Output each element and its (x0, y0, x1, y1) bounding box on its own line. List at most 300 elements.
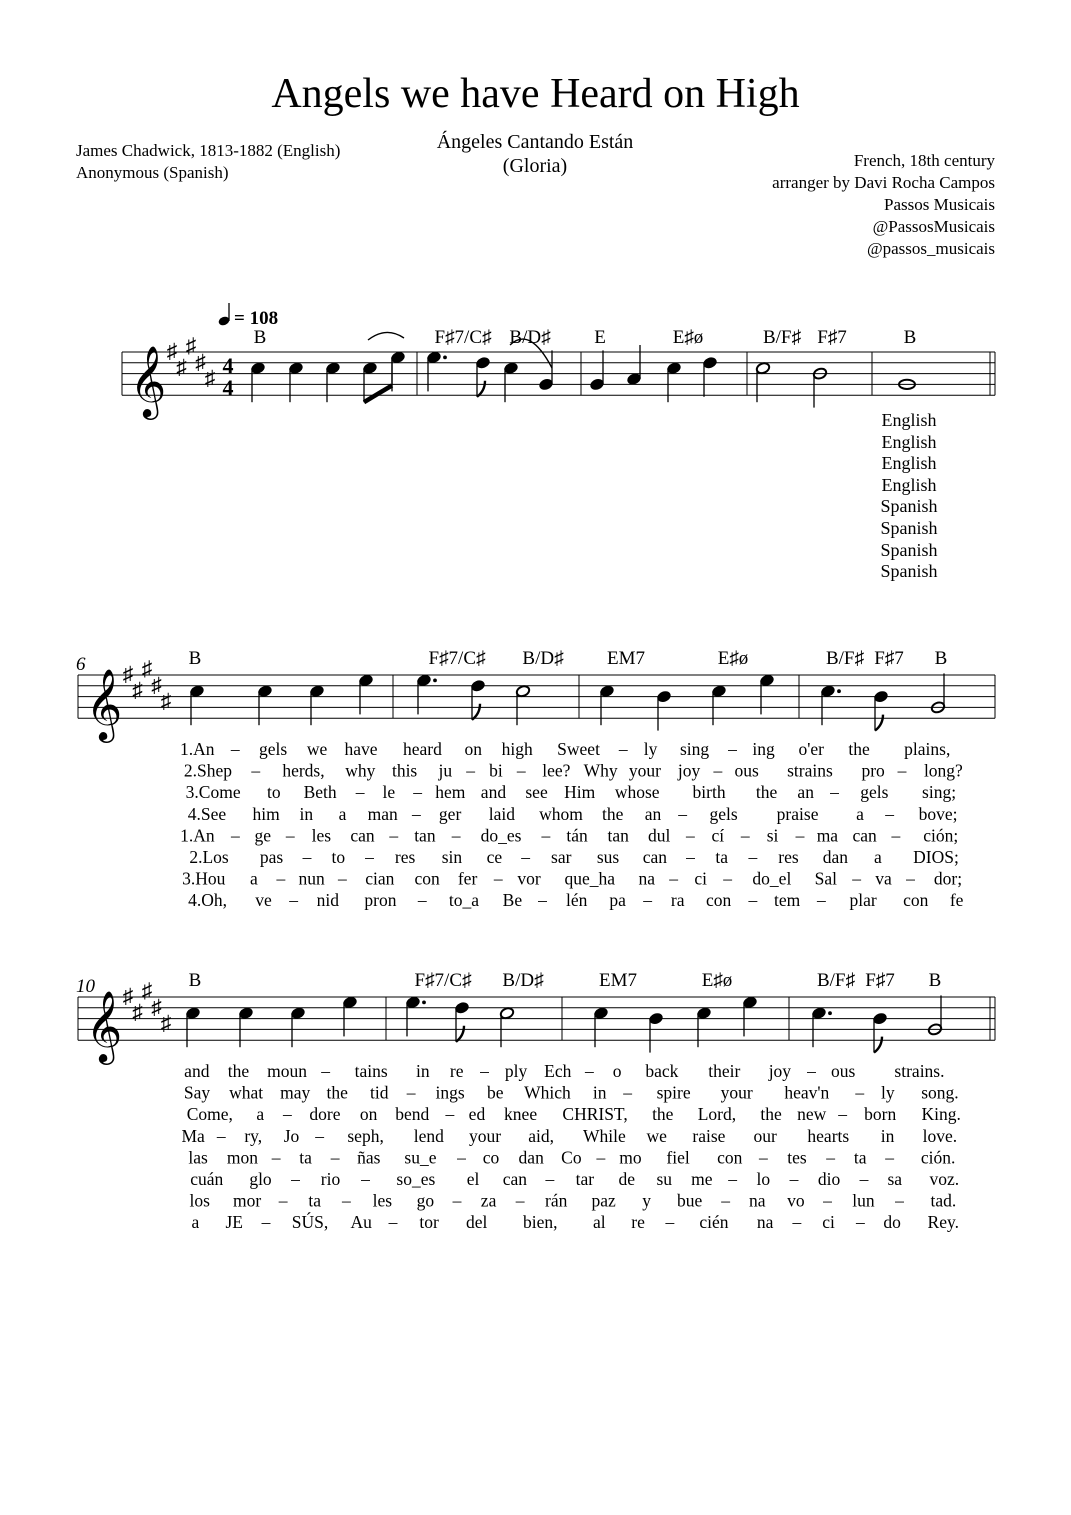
lyric-syllable: fiel (666, 1147, 690, 1168)
lyric-hyphen: – (480, 1061, 489, 1081)
lyric-hyphen: – (826, 1147, 835, 1168)
dot (828, 1011, 832, 1015)
lyric-syllable: cuán (190, 1169, 224, 1189)
lyric-syllable: pron (364, 890, 397, 911)
lyric-syllable: sa (887, 1169, 903, 1189)
lyric-hyphen: – (891, 825, 901, 846)
eighth-flag (874, 1037, 882, 1053)
lyric-hyphen: – (643, 890, 653, 911)
language-label: Spanish (880, 561, 938, 582)
lyric-hyphen: – (321, 1061, 330, 1081)
lyric-hyphen: – (748, 847, 758, 867)
lyric-hyphen: – (748, 890, 758, 911)
lyric-syllable: hem (435, 782, 466, 803)
lyric-syllable: ing (752, 739, 775, 759)
lyric-syllable: les (311, 825, 332, 846)
lyric-syllable: re (449, 1061, 464, 1081)
lyric-syllable: Come, (186, 1104, 233, 1125)
language-label: English (881, 431, 937, 452)
lyric-hyphen: – (457, 1147, 466, 1168)
lyric-syllable: con (705, 890, 732, 911)
chord-symbol: B (188, 970, 202, 991)
lyric-hyphen: – (417, 890, 427, 911)
lyric-hyphen: – (282, 1104, 292, 1125)
time-signature-top: 4 (222, 353, 234, 378)
lyric-syllable: can (502, 1169, 528, 1189)
lyric-syllable: gels (258, 739, 288, 759)
composer: French, 18th century (853, 151, 995, 170)
chord-symbol: F♯7 (817, 327, 847, 348)
lyric-hyphen: – (852, 868, 861, 889)
chord-symbol: EM7 (599, 970, 637, 991)
lyric-hyphen: – (338, 868, 347, 889)
lyric-syllable: bend (395, 1104, 430, 1125)
lyric-syllable: ings (435, 1082, 465, 1103)
lyric-syllable: ply (504, 1061, 528, 1081)
lyric-syllable: ju (438, 760, 453, 781)
lyric-syllable: seph, (347, 1125, 384, 1146)
tempo-marking: = 108 (234, 308, 279, 329)
lyric-syllable: the (602, 803, 624, 824)
lyric-syllable: bue (677, 1190, 703, 1211)
lyric-syllable: Him (564, 782, 596, 803)
lyric-syllable: lend (413, 1125, 444, 1146)
lyric-hyphen: – (361, 1169, 370, 1189)
lyric-syllable: Sweet (557, 739, 600, 759)
lyric-syllable: can (852, 825, 877, 846)
lyric-syllable: may (280, 1082, 311, 1103)
lyric-syllable: the (652, 1104, 674, 1125)
lyric-syllable: tem (773, 890, 801, 911)
lyric-syllable: do_el (752, 868, 792, 889)
subtitle-line-1: Ángeles Cantando Están (436, 131, 634, 153)
lyric-syllable: dore (309, 1104, 341, 1125)
lyric-syllable: con (903, 890, 929, 911)
lyric-syllable: ta (853, 1147, 867, 1168)
lyric-hyphen: – (713, 760, 723, 781)
language-label: Spanish (880, 539, 938, 560)
lyric-syllable: cién (699, 1212, 729, 1233)
lyric-syllable: Ma (181, 1125, 205, 1146)
lyric-hyphen: – (859, 1169, 869, 1189)
lyric-syllable: on (359, 1104, 378, 1125)
lyric-syllable: a (856, 803, 864, 824)
lyric-syllable: nid (316, 890, 340, 911)
lyric-syllable: paz (591, 1190, 616, 1211)
lyric-hyphen: – (285, 825, 295, 846)
lyric-hyphen: – (302, 847, 312, 867)
lyric-syllable: cian (365, 868, 395, 889)
lyric-syllable: do (883, 1212, 901, 1233)
lyric-hyphen: – (686, 847, 695, 867)
lyric-syllable: co (482, 1147, 500, 1168)
lyric-syllable: a (873, 847, 882, 867)
lyric-syllable: ci (822, 1212, 835, 1233)
lyric-syllable: gels (860, 782, 889, 803)
lyric-syllable: Rey. (927, 1212, 959, 1233)
lyric-syllable: aid, (528, 1125, 555, 1146)
lyric-syllable: moun (267, 1061, 307, 1081)
lyric-syllable: pa (609, 890, 626, 911)
lyric-hyphen: – (315, 1125, 324, 1146)
lyric-syllable: Co (561, 1147, 582, 1168)
lyric-syllable: mor (233, 1190, 262, 1211)
lyric-hyphen: – (271, 1147, 281, 1168)
lyric-syllable: tains (354, 1061, 388, 1081)
lyric-syllable: bien, (522, 1212, 558, 1233)
sharp-icon: ♯ (132, 1000, 143, 1025)
lyric-syllable: Beth (303, 782, 337, 803)
lyric-syllable: o'er (798, 739, 825, 759)
lyric-syllable: joy (677, 760, 701, 781)
eighth-flag (472, 704, 480, 720)
lyric-syllable: su (656, 1169, 673, 1189)
lyric-syllable: joy (768, 1061, 792, 1081)
chord-symbol: F♯7 (865, 970, 895, 991)
lyric-syllable: laid (488, 803, 515, 824)
lyric-syllable: why (345, 760, 376, 781)
lyric-syllable: birth (692, 782, 726, 803)
lyric-syllable: de (618, 1169, 635, 1189)
lyric-syllable: strains. (894, 1061, 945, 1081)
lyric-syllable: si (766, 825, 779, 846)
lyric-syllable: the (326, 1082, 348, 1103)
chord-symbol: B/D♯ (522, 648, 564, 669)
lyric-syllable: tor (419, 1212, 439, 1233)
chord-symbol: B (928, 970, 942, 991)
lyric-syllable: sar (551, 847, 572, 867)
lyric-syllable: con (717, 1147, 743, 1168)
lyric-syllable: tan (607, 825, 629, 846)
lyric-syllable: so_es (396, 1169, 436, 1189)
lyric-syllable: dan (822, 847, 848, 867)
lyric-syllable: to (331, 847, 346, 867)
lyric-syllable: your (628, 760, 661, 781)
lyric-hyphen: – (665, 1212, 675, 1233)
sharp-icon: ♯ (151, 994, 162, 1019)
lyric-syllable: vo (787, 1190, 805, 1211)
lyric-syllable: in (415, 1061, 430, 1081)
lyric-syllable: strains (787, 760, 833, 781)
chord-symbol: F♯7/C♯ (434, 327, 492, 348)
lyric-hyphen: – (855, 1212, 865, 1233)
lyric-syllable: me (691, 1169, 713, 1189)
language-label: English (881, 453, 937, 474)
chord-symbol: B/F♯ (762, 327, 802, 348)
lyric-syllable: 3.Come (185, 782, 241, 803)
chord-symbol: EM7 (607, 648, 645, 669)
lyric-syllable: na (748, 1190, 766, 1211)
lyric-syllable: him (252, 803, 280, 824)
sharp-icon: ♯ (195, 349, 206, 374)
lyric-hyphen: – (816, 890, 826, 911)
lyric-syllable: ra (670, 890, 685, 911)
lyric-syllable: dor; (933, 868, 963, 889)
lyric-hyphen: – (789, 1169, 799, 1189)
lyric-hyphen: – (216, 1125, 226, 1146)
measure-number: 10 (76, 976, 95, 997)
lyric-syllable: voz. (929, 1169, 960, 1189)
lyric-syllable: whose (614, 782, 660, 803)
chord-symbol: E (594, 327, 606, 348)
lyric-syllable: ge (254, 825, 272, 846)
language-label: English (881, 410, 937, 430)
lyric-hyphen: – (355, 782, 365, 803)
lyric-syllable: Say (183, 1082, 211, 1103)
lyric-hyphen: – (538, 890, 547, 911)
lyric-syllable: ly (880, 1082, 895, 1103)
chord-symbol: B (903, 327, 917, 348)
lyric-syllable: su_e (404, 1147, 437, 1168)
lyric-syllable: our (753, 1125, 777, 1146)
lyric-syllable: Ech (544, 1061, 572, 1081)
lyric-syllable: whom (539, 803, 583, 824)
lyric-hyphen: – (365, 847, 374, 867)
lyric-syllable: SÚS, (291, 1212, 329, 1233)
lyric-syllable: gels (709, 803, 738, 824)
lyric-syllable: za (480, 1190, 497, 1211)
chord-symbol: E♯ø (672, 327, 704, 348)
lyric-syllable: new (797, 1104, 827, 1125)
lyric-syllable: CHRIST, (562, 1104, 628, 1125)
chord-symbol: B (934, 648, 948, 669)
lyric-hyphen: – (897, 760, 907, 781)
language-label: English (881, 474, 937, 495)
lyric-syllable: to (267, 782, 281, 803)
chord-symbol: B/F♯ (825, 648, 865, 669)
chord-symbol: F♯7/C♯ (428, 648, 486, 669)
lyric-hyphen: – (721, 1190, 731, 1211)
lyric-syllable: knee (504, 1104, 538, 1125)
lyric-syllable: tad. (930, 1190, 957, 1211)
lyric-syllable: ger (438, 803, 462, 824)
lyric-hyphen: – (585, 1061, 594, 1081)
dot (837, 689, 841, 693)
subtitle-line-2: (Gloria) (502, 155, 568, 177)
eighth-flag (456, 1026, 464, 1042)
lyric-syllable: raise (692, 1125, 726, 1146)
lyric-hyphen: – (278, 1190, 288, 1211)
lyric-syllable: a (250, 868, 258, 889)
lyric-syllable: in (880, 1125, 895, 1146)
lyric-syllable: heav'n (784, 1082, 830, 1103)
lyric-syllable: do_es (480, 825, 522, 846)
lyric-syllable: the (755, 782, 778, 803)
chord-symbol: F♯7/C♯ (414, 970, 472, 991)
lyric-syllable: what (229, 1082, 264, 1103)
chord-symbol: B/F♯ (816, 970, 856, 991)
lyric-hyphen: – (493, 868, 503, 889)
social-handle-2: @passos_musicais (866, 239, 995, 258)
lyric-syllable: in (299, 803, 314, 824)
lyric-hyphen: – (291, 1169, 300, 1189)
lyric-syllable: While (582, 1125, 626, 1146)
lyric-syllable: an (644, 803, 662, 824)
lyric-syllable: tán (566, 825, 588, 846)
eighth-flag (477, 381, 485, 397)
lyric-syllable: ción; (923, 825, 959, 846)
lyric-syllable: a (256, 1104, 265, 1125)
lyric-hyphen: – (728, 1169, 737, 1189)
lyric-syllable: plains, (904, 739, 951, 759)
lyric-hyphen: – (855, 1082, 865, 1103)
sharp-icon: ♯ (160, 1011, 172, 1035)
lyric-syllable: 4.See (187, 803, 227, 824)
lyric-hyphen: – (251, 760, 261, 781)
lyric-hyphen: – (412, 803, 421, 824)
sharp-icon: ♯ (185, 333, 197, 358)
lyric-syllable: bove; (918, 803, 958, 824)
lyric-syllable: ma (816, 825, 839, 846)
lyric-hyphen: – (669, 868, 679, 889)
lyricist-spanish: Anonymous (Spanish) (76, 163, 229, 182)
chord-symbol: B (253, 327, 267, 348)
lyric-hyphen: – (413, 782, 422, 803)
lyric-syllable: rio (320, 1169, 341, 1189)
sharp-icon: ♯ (141, 978, 153, 1003)
chord-symbol: B/D♯ (509, 327, 551, 348)
lyric-syllable: ci (694, 868, 707, 889)
lyric-syllable: their (708, 1061, 741, 1081)
lyric-syllable: the (760, 1104, 782, 1125)
treble-clef-icon: 𝄞 (85, 993, 123, 1061)
lyric-syllable: herds, (282, 760, 325, 781)
lyricist-english: James Chadwick, 1813-1882 (English) (76, 141, 341, 160)
sharp-icon: ♯ (160, 689, 172, 713)
lyric-hyphen: – (678, 803, 687, 824)
lyric-syllable: fer (457, 868, 478, 889)
lyric-syllable: el (466, 1169, 480, 1189)
lyric-syllable: sing; (922, 782, 957, 803)
lyric-syllable: a (191, 1212, 200, 1233)
lyric-syllable: plar (849, 890, 877, 911)
lyric-syllable: ly (643, 739, 658, 759)
lyric-syllable: fe (949, 890, 964, 911)
eighth-flag (875, 715, 883, 731)
lyric-syllable: lo (756, 1169, 771, 1189)
chord-symbol: B/D♯ (502, 970, 544, 991)
lyric-hyphen: – (515, 1190, 525, 1211)
lyric-hyphen: – (545, 1169, 555, 1189)
arranger: arranger by Davi Rocha Campos (772, 173, 995, 192)
lyric-syllable: los (189, 1190, 210, 1211)
lyric-syllable: tan (414, 825, 436, 846)
lyric-hyphen: – (807, 1061, 816, 1081)
dot (443, 356, 447, 360)
lyric-syllable: born (864, 1104, 897, 1125)
lyric-syllable: lee? (542, 760, 571, 781)
lyric-syllable: pas (259, 847, 284, 867)
lyric-hyphen: – (406, 1082, 416, 1103)
lyric-syllable: Which (524, 1082, 571, 1103)
lyric-syllable: 2.Shep (183, 760, 232, 781)
lyric-hyphen: – (466, 760, 476, 781)
dot (422, 1001, 426, 1005)
lyric-syllable: Why (583, 760, 618, 781)
lyric-hyphen: – (276, 868, 286, 889)
lyric-hyphen: – (521, 847, 531, 867)
lyric-syllable: Lord, (697, 1104, 737, 1125)
lyric-syllable: King. (921, 1104, 961, 1125)
lyric-hyphen: – (792, 1212, 802, 1233)
lyric-syllable: 3.Hou (182, 868, 226, 889)
lyric-hyphen: – (758, 1147, 768, 1168)
lyric-syllable: dan (518, 1147, 544, 1168)
lyric-syllable: JE (225, 1212, 243, 1233)
lyric-syllable: see (525, 782, 548, 803)
lyric-syllable: heard (402, 739, 442, 759)
lyric-syllable: tes (787, 1147, 807, 1168)
chord-symbol: E♯ø (701, 970, 733, 991)
lyric-syllable: have (344, 739, 378, 759)
lyric-syllable: hearts (807, 1125, 850, 1146)
lyric-syllable: we (306, 739, 328, 759)
lyric-syllable: on (464, 739, 482, 759)
lyric-syllable: sin (441, 847, 463, 867)
lyric-hyphen: – (906, 868, 915, 889)
lyric-syllable: ry, (244, 1125, 263, 1146)
lyric-syllable: le (382, 782, 396, 803)
lyric-syllable: can (350, 825, 375, 846)
lyric-syllable: can (642, 847, 668, 867)
lyric-hyphen: – (289, 890, 298, 911)
time-signature-bottom: 4 (222, 375, 234, 400)
lyric-syllable: Jo (283, 1125, 300, 1146)
lyric-syllable: Sal (814, 868, 838, 889)
lyric-syllable: sus (596, 847, 620, 867)
lyric-syllable: al (592, 1212, 606, 1233)
lyric-syllable: re (631, 1212, 645, 1233)
sharp-icon: ♯ (176, 355, 187, 380)
lyric-syllable: we (646, 1125, 667, 1146)
lyric-syllable: to_a (448, 890, 480, 911)
language-label: Spanish (880, 496, 938, 517)
lyric-hyphen: – (230, 739, 240, 759)
lyric-syllable: las (188, 1147, 208, 1168)
measure-number: 6 (76, 654, 86, 675)
lyric-hyphen: – (388, 1212, 398, 1233)
lyric-syllable: ed (468, 1104, 486, 1125)
lyric-syllable: the (227, 1061, 250, 1081)
lyric-syllable: cí (711, 825, 725, 846)
lyric-syllable: DIOS; (913, 847, 959, 867)
lyric-syllable: and (184, 1061, 210, 1081)
lyric-syllable: na (756, 1212, 774, 1233)
chord-symbol: E♯ø (717, 648, 749, 669)
lyric-syllable: res (394, 847, 416, 867)
lyric-syllable: tar (575, 1169, 595, 1189)
lyric-hyphen: – (452, 1190, 462, 1211)
lyric-syllable: ción. (920, 1147, 956, 1168)
sharp-icon: ♯ (132, 678, 143, 703)
lyric-syllable: Au (350, 1212, 372, 1233)
lyric-syllable: vor (517, 868, 541, 889)
lyric-syllable: this (391, 760, 418, 781)
lyric-syllable: praise (776, 803, 819, 824)
sharp-icon: ♯ (151, 672, 162, 697)
lyric-hyphen: – (795, 825, 805, 846)
lyric-syllable: dio (817, 1169, 841, 1189)
lyric-syllable: sing (679, 739, 710, 759)
lyric-hyphen: – (596, 1147, 606, 1168)
lyric-syllable: lén (565, 890, 588, 911)
lyric-syllable: mon (226, 1147, 259, 1168)
lyric-hyphen: – (740, 825, 750, 846)
lyric-hyphen: – (261, 1212, 271, 1233)
lyric-syllable: na (638, 868, 655, 889)
lyric-syllable: 4.Oh, (188, 890, 228, 911)
lyric-syllable: in (592, 1082, 607, 1103)
